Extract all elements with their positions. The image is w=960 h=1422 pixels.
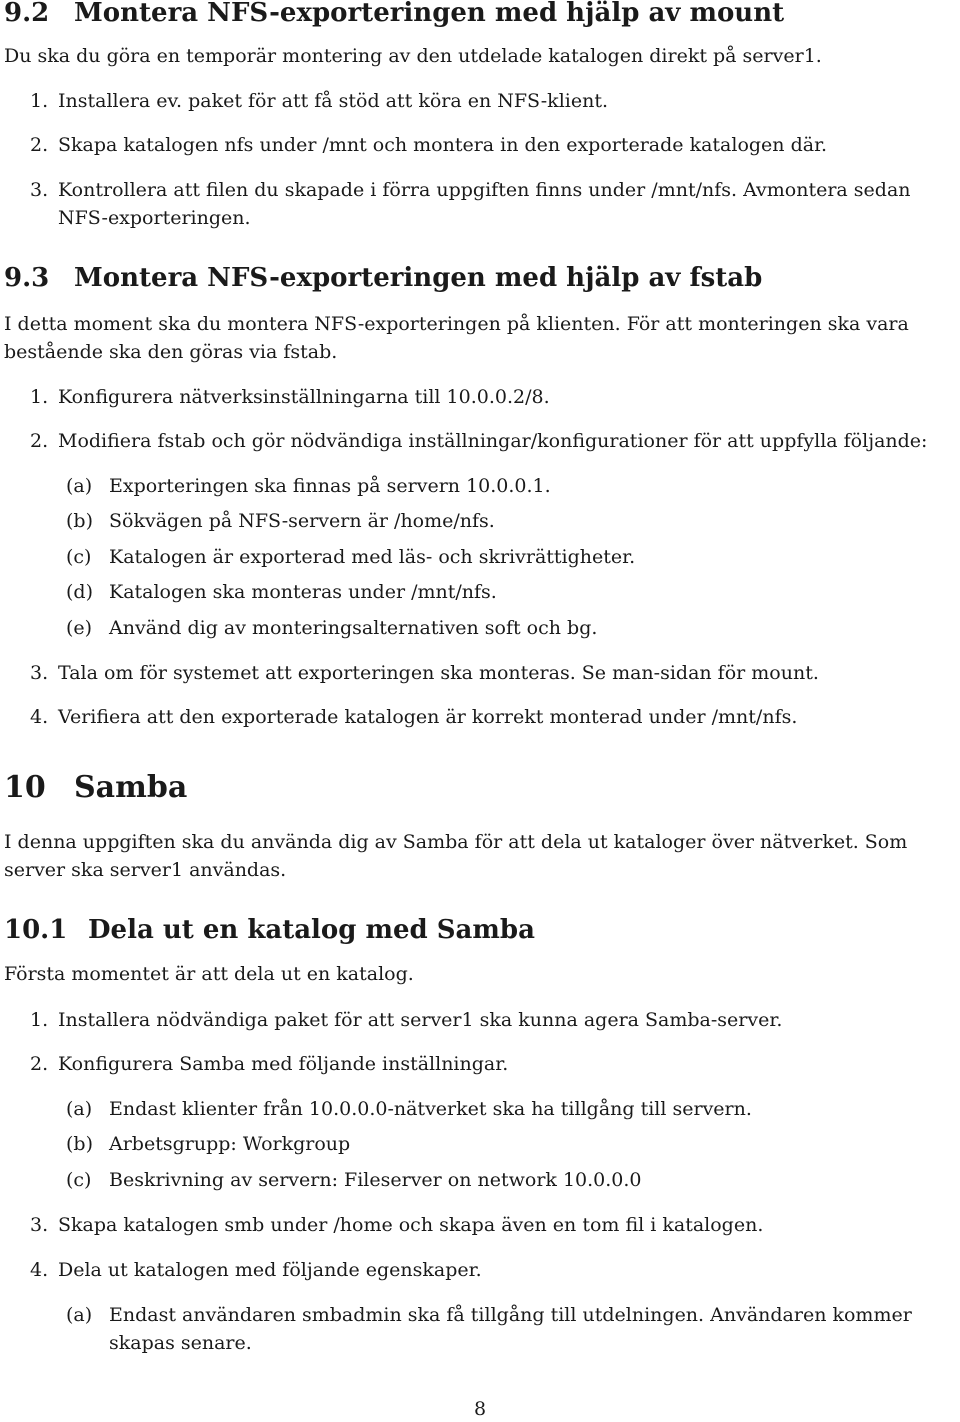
- section-title: Samba: [74, 770, 188, 805]
- sub-list-item-text: Beskrivning av servern: Fileserver on network 10.0.0.0: [109, 1169, 642, 1191]
- section-number: 9.2: [4, 0, 50, 28]
- sub-list-item-text: Katalogen ska monteras under /mnt/nfs.: [109, 581, 497, 603]
- section-number: 10.1: [4, 915, 68, 945]
- sub-list-item: [66, 1301, 956, 1357]
- sub-list-item-label: (b): [66, 510, 93, 532]
- list-item-text: Verifiera att den exporterade katalogen är korrekt monterad under /mnt/nfs.: [58, 706, 798, 728]
- sub-list-item: [66, 507, 956, 535]
- sub-list-item-label: (c): [66, 546, 92, 568]
- sub-list-item: [66, 614, 956, 642]
- list-item-number: 3.: [30, 179, 49, 201]
- section-title: Dela ut en katalog med Samba: [88, 915, 535, 945]
- list-item: [30, 427, 956, 455]
- sub-list-item-label: (a): [66, 475, 93, 497]
- section-title: Montera NFS-exporteringen med hjälp av fstab: [74, 263, 763, 293]
- list-item-number: 3.: [30, 1214, 49, 1236]
- list-item: [30, 383, 956, 411]
- sub-list-item-text: Exporteringen ska finnas på servern 10.0.0.1.: [109, 475, 551, 497]
- list-item-text: Tala om för systemet att exporteringen ska monteras. Se man-sidan för mount.: [58, 662, 819, 684]
- list-item: [30, 87, 956, 115]
- list-item: [30, 1006, 956, 1034]
- list-item-text: Skapa katalogen smb under /home och skapa även en tom fil i katalogen.: [58, 1214, 764, 1236]
- list-item: [30, 176, 956, 232]
- list-item: [30, 703, 956, 731]
- list-item-number: 3.: [30, 662, 49, 684]
- sub-list-item-label: (e): [66, 617, 93, 639]
- list-item-number: 2.: [30, 430, 49, 452]
- list-item-number: 2.: [30, 134, 49, 156]
- list-item-text: Installera nödvändiga paket för att server1 ska kunna agera Samba-server.: [58, 1009, 783, 1031]
- list-item-text: Dela ut katalogen med följande egenskaper.: [58, 1259, 482, 1281]
- list-item: [30, 659, 956, 687]
- section-number: 10: [4, 770, 46, 805]
- list-item-text: Konfigurera Samba med följande inställningar.: [58, 1053, 509, 1075]
- section-10-intro: I denna uppgiften ska du använda dig av Samba för att dela ut kataloger över nätverket. Som server ska server1 användas.: [4, 831, 908, 881]
- sub-list-item-text: Sökvägen på NFS-servern är /home/nfs.: [109, 510, 495, 532]
- list-item-text: Skapa katalogen nfs under /mnt och montera in den exporterade katalogen där.: [58, 134, 828, 156]
- list-item-text: Konfigurera nätverksinställningarna till 10.0.0.2/8.: [58, 386, 550, 408]
- list-item-text: Installera ev. paket för att få stöd att köra en NFS-klient.: [58, 90, 609, 112]
- sub-list-item: [66, 472, 956, 500]
- sub-list-item-label: (a): [66, 1304, 93, 1326]
- sub-list-item-label: (b): [66, 1133, 93, 1155]
- list-item: [30, 1211, 956, 1239]
- sub-list-item: [66, 543, 956, 571]
- section-9-2-heading: [4, 0, 956, 28]
- sub-list-item-label: (a): [66, 1098, 93, 1120]
- list-item-number: 1.: [30, 90, 49, 112]
- sub-list-item: [66, 578, 956, 606]
- sub-list-item-text: Endast användaren smbadmin ska få tillgång till utdelningen. Användaren kommer skapas senare.: [109, 1304, 912, 1354]
- section-9-3-intro: I detta moment ska du montera NFS-exporteringen på klienten. För att monteringen ska vara bestående ska den göras via fstab.: [4, 313, 909, 363]
- section-9-2-intro: Du ska du göra en temporär montering av den utdelade katalogen direkt på server1.: [4, 45, 822, 67]
- sub-list-item: [66, 1166, 956, 1194]
- section-number: 9.3: [4, 263, 50, 293]
- section-title: Montera NFS-exporteringen med hjälp av mount: [74, 0, 785, 28]
- list-item-number: 4.: [30, 1259, 49, 1281]
- list-item-number: 4.: [30, 706, 49, 728]
- sub-list-item: [66, 1130, 956, 1158]
- section-10-heading: [4, 770, 956, 805]
- section-10-1-heading: [4, 915, 956, 945]
- sub-list-item-text: Katalogen är exporterad med läs- och skrivrättigheter.: [109, 546, 636, 568]
- list-item: [30, 131, 956, 159]
- section-9-3-heading: [4, 263, 956, 293]
- sub-list-item-text: Använd dig av monteringsalternativen soft och bg.: [109, 617, 598, 639]
- sub-list-item: [66, 1095, 956, 1123]
- page-number: 8: [473, 1398, 487, 1420]
- section-10-1-intro: Första momentet är att dela ut en katalog.: [4, 963, 414, 985]
- sub-list-item-label: (c): [66, 1169, 92, 1191]
- list-item-number: 1.: [30, 386, 49, 408]
- list-item-number: 1.: [30, 1009, 49, 1031]
- list-item: [30, 1050, 956, 1078]
- list-item: [30, 1256, 956, 1284]
- sub-list-item-text: Arbetsgrupp: Workgroup: [109, 1133, 351, 1155]
- list-item-number: 2.: [30, 1053, 49, 1075]
- list-item-text: Kontrollera att filen du skapade i förra uppgiften finns under /mnt/nfs. Avmontera sedan NFS-exporteringen.: [58, 179, 911, 229]
- sub-list-item-text: Endast klienter från 10.0.0.0-nätverket ska ha tillgång till servern.: [109, 1098, 752, 1120]
- sub-list-item-label: (d): [66, 581, 93, 603]
- list-item-text: Modifiera fstab och gör nödvändiga inställningar/konfigurationer för att uppfylla följande:: [58, 430, 928, 452]
